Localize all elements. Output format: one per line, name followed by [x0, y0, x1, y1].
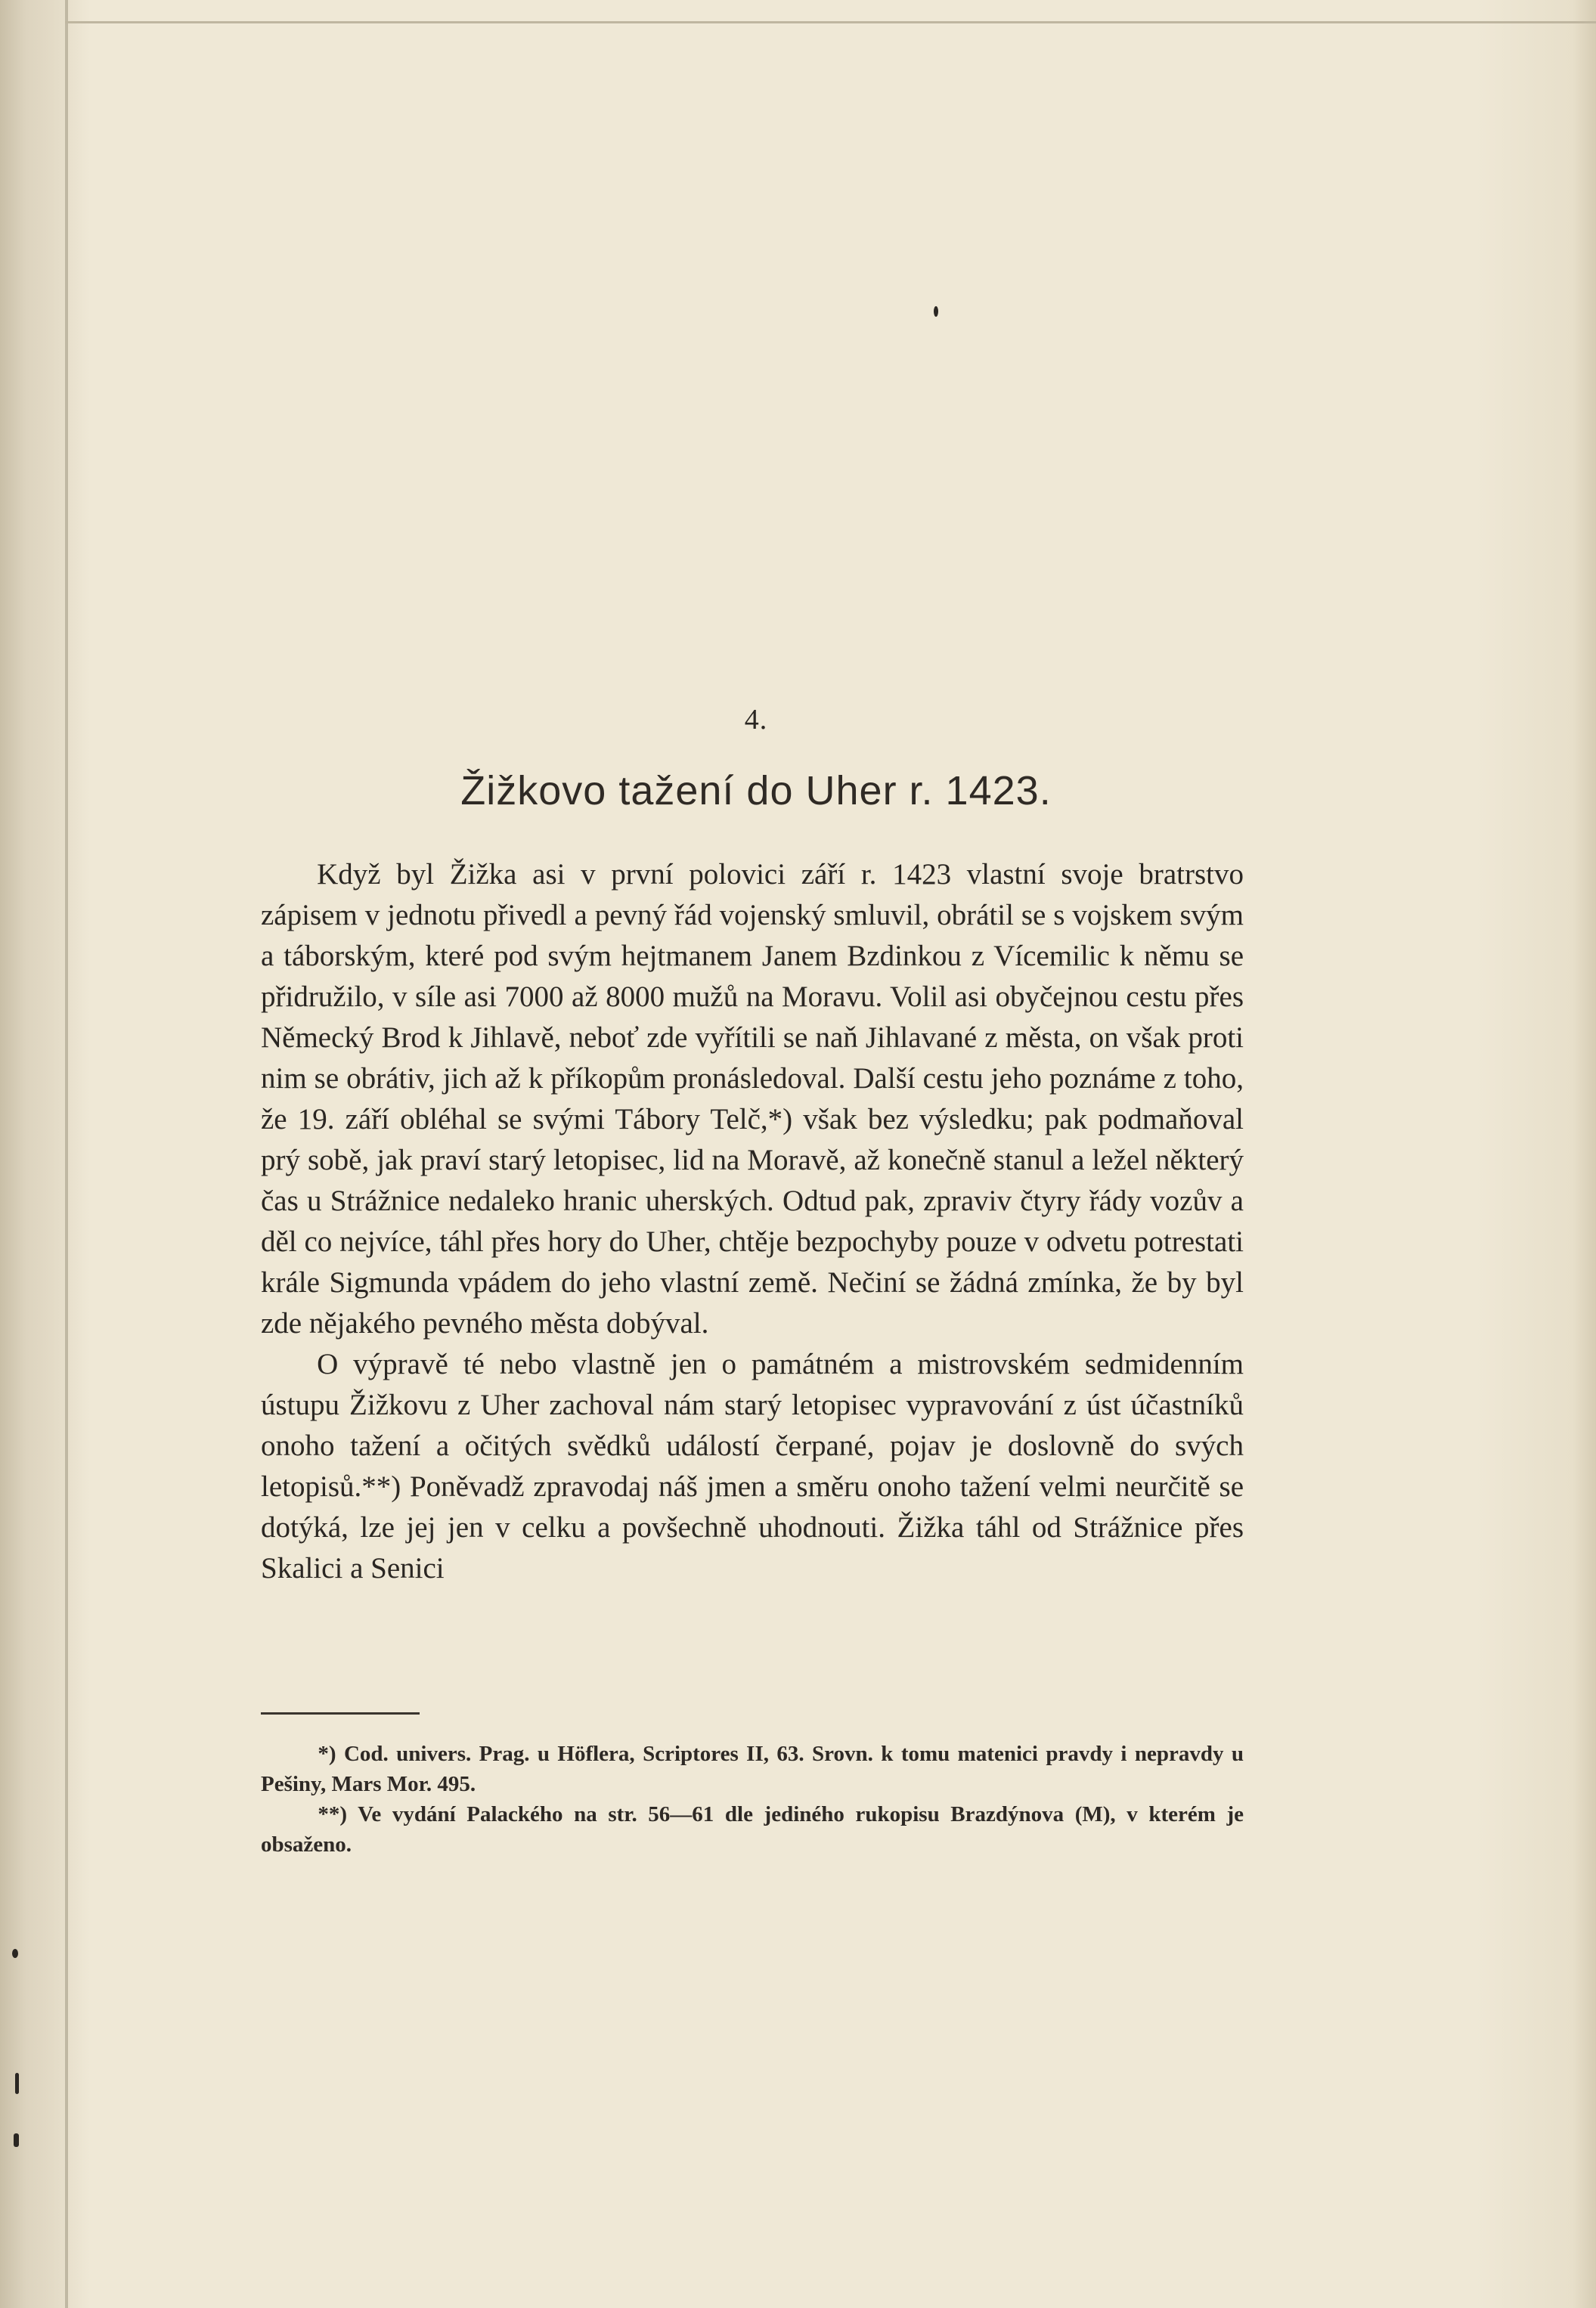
ink-speck	[934, 306, 938, 317]
chapter-number: 4.	[744, 704, 768, 736]
page-top-edge	[65, 21, 1596, 23]
ink-speck	[15, 2073, 19, 2094]
ink-speck	[12, 1949, 18, 1958]
footnote-rule	[261, 1712, 420, 1715]
page-gutter-shadow	[0, 0, 91, 2308]
body-text	[261, 854, 1244, 1589]
footnote: *) Cod. univers. Prag. u Höflera, Scriptores II, 63. Srovn. k tomu matenici pravdy i nepravdy u Pešiny, Mars Mor. 495.	[261, 1742, 1244, 1796]
footnotes	[261, 1739, 1244, 1860]
gutter-edge-line	[65, 0, 68, 2308]
chapter-title: Žižkovo tažení do Uher r. 1423.	[460, 768, 1052, 813]
ink-speck	[14, 2133, 19, 2147]
footnote: **) Ve vydání Palackého na str. 56—61 dle jediného rukopisu Brazdýnova (M), v kterém je obsaženo.	[261, 1802, 1244, 1857]
paragraph: Když byl Žižka asi v první polovici září r. 1423 vlastní svoje bratrstvo zápisem v jednotu přivedl a pevný řád vojenský smluvil, obrátil se s vojskem svým a táborským, které pod svým hejtmanem Janem Bzdinkou z Vícemilic k němu se přidružilo, v síle asi 7000 až 8000 mužů na Moravu. Volil asi obyčejnou cestu přes Německý Brod k Jihlavě, neboť zde vyřítili se naň Jihlavané z města, on však proti nim se obrátiv, jich až k příkopům pronásledoval. Další cestu jeho poznáme z toho, že 19. září obléhal se svými Tábory Telč,*) však bez výsledku; pak podmaňoval prý sobě, jak praví starý letopisec, lid na Moravě, až konečně stanul a ležel některý čas u Strážnice nedaleko hranic uherských. Odtud pak, zpraviv čtyry řády vozův a děl co nejvíce, táhl přes hory do Uher, chtěje bezpochyby pouze v odvetu potrestati krále Sigmunda vpádem do jeho vlastní země. Nečiní se žádná zmínka, že by byl zde nějakého pevného města dobýval.	[261, 858, 1244, 1340]
paragraph: O výpravě té nebo vlastně jen o památném a mistrovském sedmidenním ústupu Žižkovu z Uher zachoval nám starý letopisec vypravování z úst účastníků onoho tažení a očitých svědků událostí čerpané, pojav je doslovně do svých letopisů.**) Poněvadž zpravodaj náš jmen a směru onoho tažení velmi neurčitě se dotýká, lze jej jen v celku a povšechně uhodnouti. Žižka táhl od Strážnice přes Skalici a Senici	[261, 1348, 1244, 1585]
